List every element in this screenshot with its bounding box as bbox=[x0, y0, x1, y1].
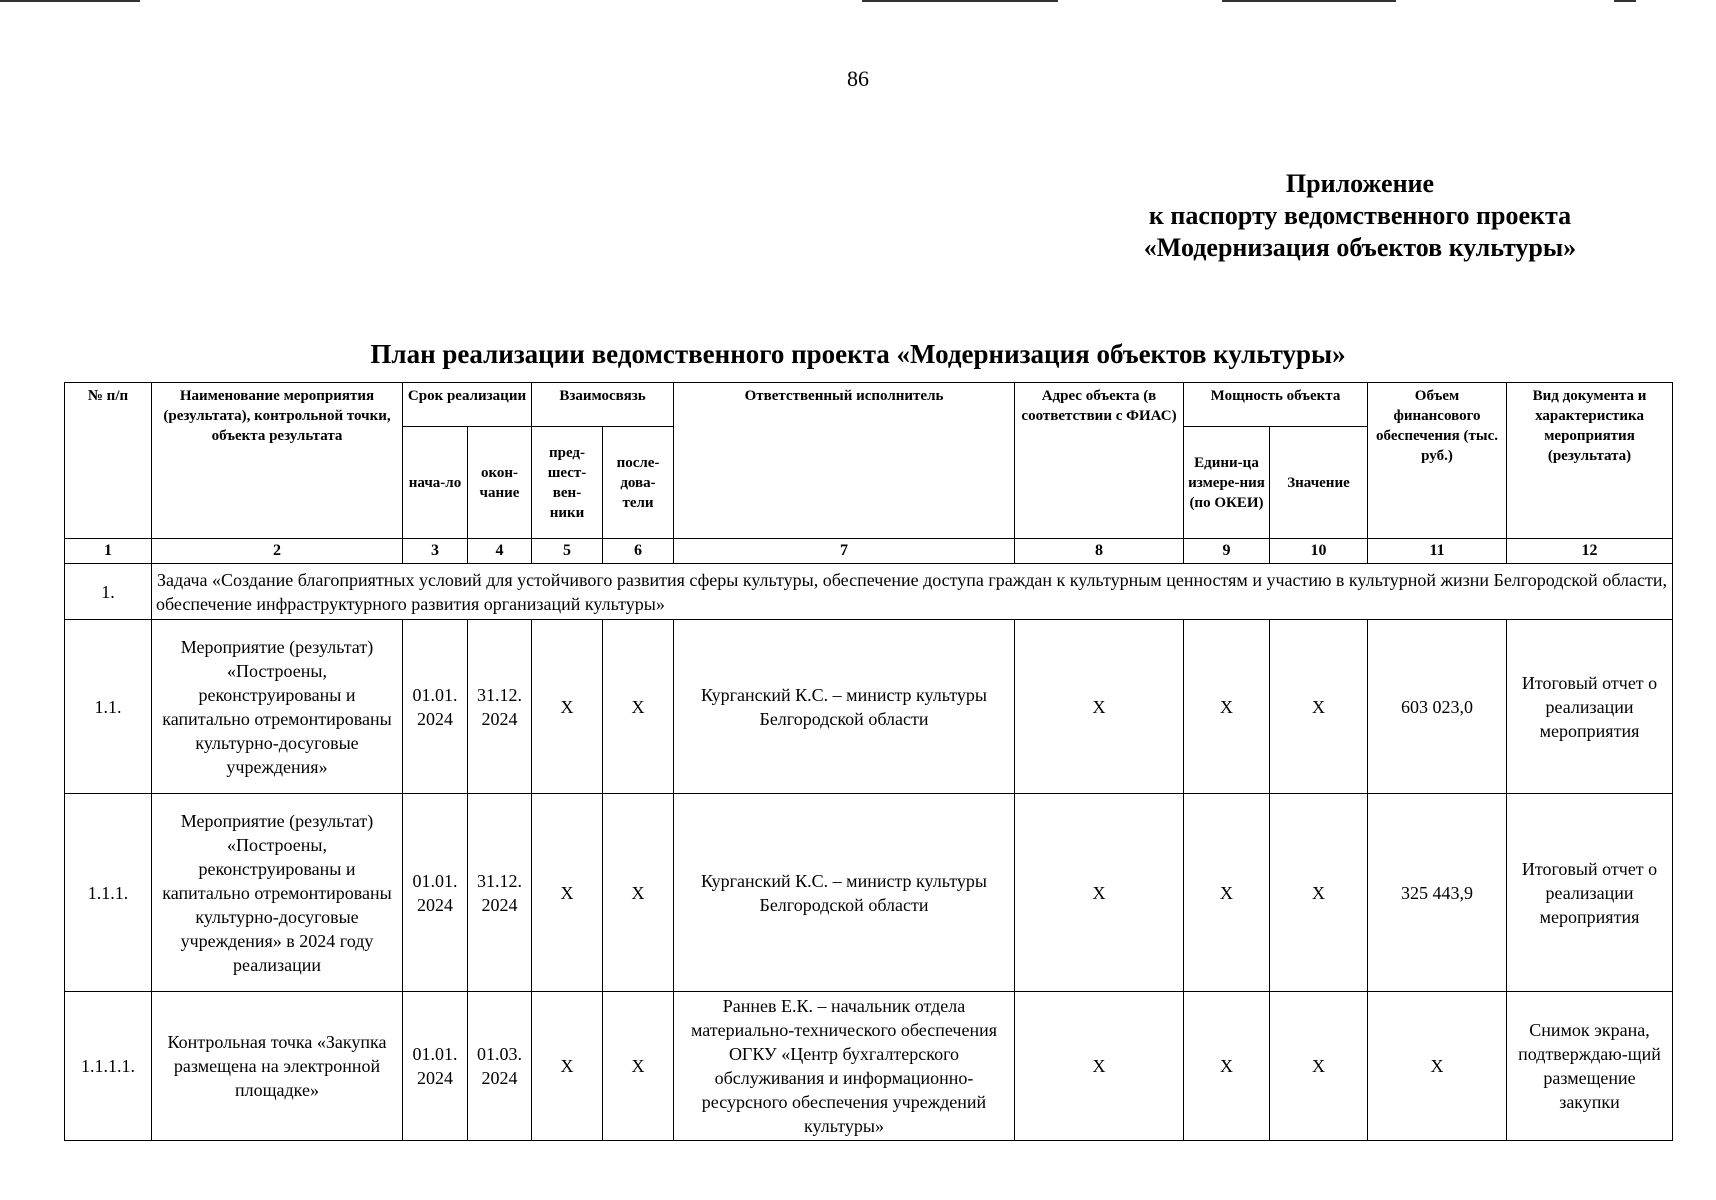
column-number: 10 bbox=[1270, 539, 1368, 564]
row-finance: Х bbox=[1368, 992, 1507, 1141]
column-number: 7 bbox=[674, 539, 1015, 564]
row-name: Мероприятие (результат) «Построены, реконструированы и капитально отремонтированы культурно-досуговые учреждения» bbox=[152, 620, 403, 794]
column-number: 5 bbox=[532, 539, 603, 564]
header-document: Вид документа и характеристика мероприятия (результата) bbox=[1507, 383, 1673, 539]
scan-artifact-line bbox=[1614, 0, 1636, 2]
row-start: 01.01. 2024 bbox=[403, 620, 468, 794]
task-row bbox=[65, 564, 1673, 620]
row-pred: Х bbox=[532, 992, 603, 1141]
scan-artifact-line bbox=[1222, 0, 1396, 2]
header-responsible: Ответственный исполнитель bbox=[674, 383, 1015, 539]
row-finance: 603 023,0 bbox=[1368, 620, 1507, 794]
header-capacity-value: Значение bbox=[1270, 427, 1368, 539]
header-period: Срок реализации bbox=[403, 383, 532, 427]
row-unit: Х bbox=[1184, 794, 1270, 992]
row-address: Х bbox=[1015, 620, 1184, 794]
row-document: Снимок экрана, подтверждаю-щий размещение закупки bbox=[1507, 992, 1673, 1141]
appendix-line: Приложение bbox=[1285, 169, 1435, 198]
row-succ: Х bbox=[603, 620, 674, 794]
row-succ: Х bbox=[603, 992, 674, 1141]
task-num: 1. bbox=[65, 564, 152, 620]
row-unit: Х bbox=[1184, 992, 1270, 1141]
appendix-line: к паспорту ведомственного проекта bbox=[1148, 201, 1572, 230]
row-responsible: Курганский К.С. – министр культуры Белгородской области bbox=[674, 620, 1015, 794]
column-number: 9 bbox=[1184, 539, 1270, 564]
row-document: Итоговый отчет о реализации мероприятия bbox=[1507, 620, 1673, 794]
column-number: 4 bbox=[468, 539, 532, 564]
header-relation-pred: пред-шест-вен-ники bbox=[532, 427, 603, 539]
page-number: 86 bbox=[847, 66, 869, 91]
column-number: 11 bbox=[1368, 539, 1507, 564]
row-pred: Х bbox=[532, 794, 603, 992]
column-number: 12 bbox=[1507, 539, 1673, 564]
scan-artifact-line bbox=[0, 0, 140, 2]
row-address: Х bbox=[1015, 992, 1184, 1141]
row-responsible: Курганский К.С. – министр культуры Белгородской области bbox=[674, 794, 1015, 992]
row-address: Х bbox=[1015, 794, 1184, 992]
header-capacity: Мощность объекта bbox=[1184, 383, 1368, 427]
column-number: 2 bbox=[152, 539, 403, 564]
header-address: Адрес объекта (в соответствии с ФИАС) bbox=[1015, 383, 1184, 539]
plan-title: План реализации ведомственного проекта «Модернизация объектов культуры» bbox=[370, 339, 1346, 369]
column-number: 1 bbox=[65, 539, 152, 564]
header-finance: Объем финансового обеспечения (тыс. руб.) bbox=[1368, 383, 1507, 539]
task-text: Задача «Создание благоприятных условий для устойчивого развития сферы культуры, обеспечение доступа граждан к культурным ценностям и участию в культурной жизни Белгородской области, обеспечение инфраструктурного развития организаций культуры» bbox=[152, 564, 1673, 620]
row-value: Х bbox=[1270, 794, 1368, 992]
row-num: 1.1.1.1. bbox=[65, 992, 152, 1141]
header-num: № п/п bbox=[65, 383, 152, 539]
row-responsible: Раннев Е.К. – начальник отдела материально-технического обеспечения ОГКУ «Центр бухгалтерского обслуживания и информационно-ресурсного обеспечения учреждений культуры» bbox=[674, 992, 1015, 1141]
appendix-heading bbox=[1100, 168, 1620, 264]
row-num: 1.1. bbox=[65, 620, 152, 794]
row-start: 01.01. 2024 bbox=[403, 794, 468, 992]
column-number: 8 bbox=[1015, 539, 1184, 564]
row-end: 31.12. 2024 bbox=[468, 620, 532, 794]
row-document: Итоговый отчет о реализации мероприятия bbox=[1507, 794, 1673, 992]
header-relation: Взаимосвязь bbox=[532, 383, 674, 427]
row-num: 1.1.1. bbox=[65, 794, 152, 992]
header-relation-succ: после-дова-тели bbox=[603, 427, 674, 539]
row-start: 01.01. 2024 bbox=[403, 992, 468, 1141]
row-pred: Х bbox=[532, 620, 603, 794]
scan-artifact-line bbox=[862, 0, 1058, 2]
table-row bbox=[65, 620, 1673, 794]
row-value: Х bbox=[1270, 992, 1368, 1141]
appendix-line: «Модернизация объектов культуры» bbox=[1143, 233, 1577, 262]
table-row bbox=[65, 794, 1673, 992]
row-unit: Х bbox=[1184, 620, 1270, 794]
row-name: Мероприятие (результат) «Построены, реконструированы и капитально отремонтированы культурно-досуговые учреждения» в 2024 году реализации bbox=[152, 794, 403, 992]
header-period-start: нача-ло bbox=[403, 427, 468, 539]
implementation-plan-table bbox=[64, 382, 1673, 1141]
row-end: 31.12. 2024 bbox=[468, 794, 532, 992]
header-capacity-unit: Едини-ца измере-ния (по ОКЕИ) bbox=[1184, 427, 1270, 539]
row-value: Х bbox=[1270, 620, 1368, 794]
row-end: 01.03. 2024 bbox=[468, 992, 532, 1141]
column-number: 6 bbox=[603, 539, 674, 564]
table-row bbox=[65, 992, 1673, 1141]
header-name: Наименование мероприятия (результата), контрольной точки, объекта результата bbox=[152, 383, 403, 539]
row-name: Контрольная точка «Закупка размещена на электронной площадке» bbox=[152, 992, 403, 1141]
header-period-end: окон-чание bbox=[468, 427, 532, 539]
column-number: 3 bbox=[403, 539, 468, 564]
row-succ: Х bbox=[603, 794, 674, 992]
row-finance: 325 443,9 bbox=[1368, 794, 1507, 992]
